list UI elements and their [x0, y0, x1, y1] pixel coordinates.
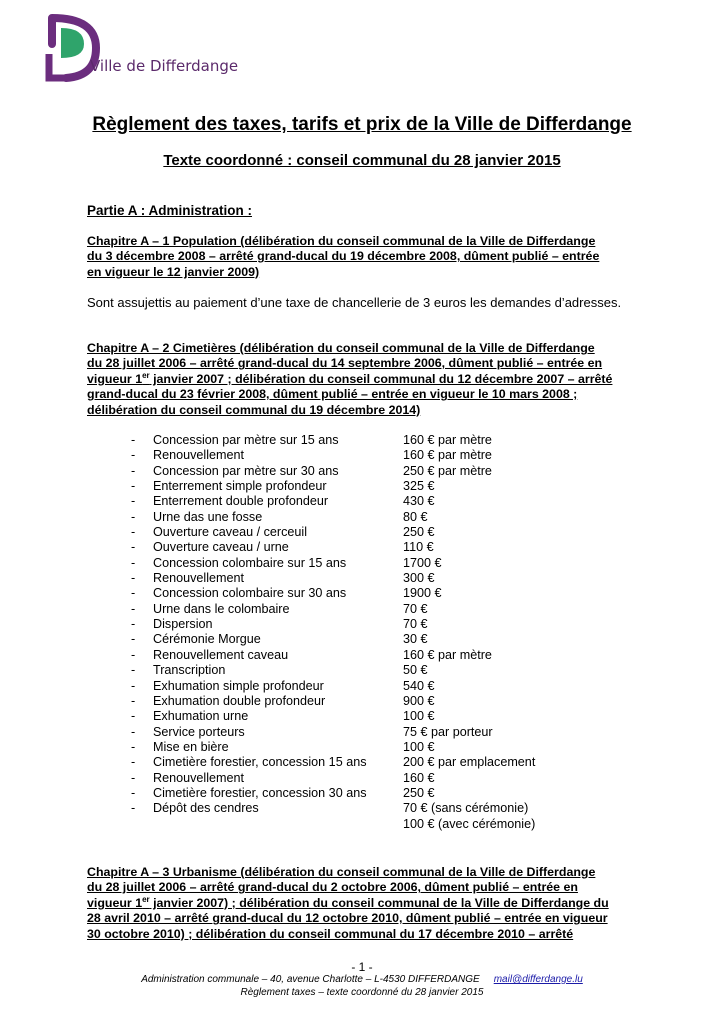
fee-value: 160 € par mètre [403, 448, 492, 463]
fee-value: 250 € par mètre [403, 463, 492, 478]
fee-label: Renouvellement [153, 571, 245, 586]
fee-row [87, 632, 667, 647]
fee-label: Renouvellement [153, 448, 245, 463]
fee-label: Transcription [153, 663, 226, 678]
page-number: - 1 - [351, 960, 373, 974]
fee-label: Concession par mètre sur 15 ans [153, 433, 339, 447]
fee-row [87, 602, 667, 617]
footer-address-line [0, 974, 724, 985]
chapter-3-heading [87, 865, 656, 942]
fee-row [87, 663, 667, 678]
fee-value: 100 € [403, 739, 435, 754]
fee-row [87, 786, 667, 801]
fee-dash: - [131, 785, 136, 800]
chapter-3-line [87, 896, 656, 911]
fee-dash: - [131, 571, 136, 586]
fee-label: Cimetière forestier, concession 30 ans [153, 785, 367, 800]
fee-row [87, 771, 667, 786]
fee-value: 430 € [403, 494, 435, 509]
fee-row [87, 540, 667, 555]
chapter-2-line: grand-ducal du 23 février 2008, dûment publié – entrée en vigueur le 10 mars 2008 ; [87, 387, 578, 402]
fee-label: Exhumation urne [153, 709, 249, 724]
fee-row [87, 740, 667, 755]
fee-row [87, 709, 667, 724]
fee-label: Concession colombaire sur 30 ans [153, 586, 347, 601]
fee-label: Ouverture caveau / urne [153, 540, 289, 555]
fee-value: 70 € [403, 601, 428, 616]
document-title: Règlement des taxes, tarifs et prix de la Ville de Differdange [92, 114, 632, 135]
footer-document-title: Règlement taxes – texte coordonné du 28 janvier 2015 [240, 987, 484, 998]
fee-value: 50 € [403, 663, 428, 678]
fee-value: 30 € [403, 632, 428, 647]
fee-label: Renouvellement caveau [153, 647, 289, 662]
fee-label: Exhumation simple profondeur [153, 678, 324, 693]
chapter-2-heading [87, 341, 656, 418]
fee-row [87, 464, 667, 479]
fee-dash: - [131, 433, 136, 447]
fee-dash: - [131, 678, 136, 693]
fee-label: Dispersion [153, 617, 213, 632]
fee-row [87, 755, 667, 770]
fee-label: Ouverture caveau / cerceuil [153, 525, 307, 540]
fee-row [87, 725, 667, 740]
fee-value: 1700 € [403, 555, 442, 570]
fee-label: Cimetière forestier, concession 15 ans [153, 755, 367, 770]
fee-list [87, 433, 667, 832]
fee-row [87, 648, 667, 663]
fee-row [87, 494, 667, 509]
document-subtitle: Texte coordonné : conseil communal du 28 janvier 2015 [163, 152, 561, 169]
footer-address: Administration communale – 40, avenue Charlotte – L-4530 DIFFERDANGE [141, 974, 480, 985]
fee-value: 325 € [403, 479, 435, 494]
fee-dash: - [131, 601, 136, 616]
fee-row [87, 679, 667, 694]
chapter-2-line: délibération du conseil communal du 19 décembre 2014) [87, 402, 421, 417]
fee-dash: - [131, 770, 136, 785]
chapter-2-line-part: vigueur 1 [87, 371, 143, 386]
chapter-3-line-part: janvier 2007) ; délibération du conseil communal de la Ville de Differdange du [149, 895, 609, 910]
fee-label: Enterrement simple profondeur [153, 479, 327, 494]
fee-value: 540 € [403, 678, 435, 693]
fee-value: 160 € par mètre [403, 433, 492, 447]
fee-row [87, 479, 667, 494]
fee-dash: - [131, 509, 136, 524]
fee-label: Cérémonie Morgue [153, 632, 261, 647]
chapter-1-text: Sont assujettis au paiement d’une taxe de chancellerie de 3 euros les demandes d’adresses. [87, 295, 622, 310]
logo-text: Ville de Differdange [90, 57, 239, 75]
fee-row [87, 694, 667, 709]
fee-dash: - [131, 739, 136, 754]
fee-value: 900 € [403, 693, 435, 708]
part-heading: Partie A : Administration : [87, 203, 253, 218]
fee-label: Mise en bière [153, 739, 229, 754]
fee-dash: - [131, 463, 136, 478]
chapter-2-line: du 28 juillet 2006 – arrêté grand-ducal du 14 septembre 2006, dûment publié – entrée en [87, 356, 603, 371]
chapter-3-line: 30 octobre 2010) ; délibération du conseil communal du 17 décembre 2010 – arrêté [87, 926, 574, 941]
fee-dash: - [131, 555, 136, 570]
fee-label: Concession par mètre sur 30 ans [153, 463, 339, 478]
fee-label: Urne dans le colombaire [153, 601, 290, 616]
fee-label: Enterrement double profondeur [153, 494, 329, 509]
fee-row [87, 617, 667, 632]
fee-dash: - [131, 494, 136, 509]
chapter-2-line [87, 372, 656, 387]
fee-row [87, 510, 667, 525]
fee-dash: - [131, 709, 136, 724]
fee-dash: - [131, 693, 136, 708]
fee-dash: - [131, 801, 136, 816]
fee-row [87, 525, 667, 540]
fee-value: 100 € [403, 709, 435, 724]
fee-value: 250 € [403, 785, 435, 800]
fee-label: Exhumation double profondeur [153, 693, 326, 708]
logo [44, 14, 244, 86]
fee-label: Dépôt des cendres [153, 801, 259, 816]
fee-dash: - [131, 632, 136, 647]
fee-value: 70 € [403, 617, 428, 632]
fee-row [87, 801, 667, 816]
fee-dash: - [131, 525, 136, 540]
chapter-2-line: Chapitre A – 2 Cimetières (délibération du conseil communal de la Ville de Differdange [87, 341, 595, 355]
fee-label: Service porteurs [153, 724, 245, 739]
fee-value: 100 € (avec cérémonie) [403, 816, 536, 831]
chapter-3-line: du 28 juillet 2006 – arrêté grand-ducal du 2 octobre 2006, dûment publié – entrée en [87, 880, 578, 895]
fee-dash: - [131, 724, 136, 739]
fee-value: 75 € par porteur [403, 724, 493, 739]
fee-value: 70 € (sans cérémonie) [403, 801, 529, 816]
fee-value: 1900 € [403, 586, 442, 601]
superscript: er [142, 370, 150, 380]
fee-value: 110 € [403, 540, 434, 555]
fee-label: Urne das une fosse [153, 509, 263, 524]
fee-dash: - [131, 663, 136, 678]
fee-value: 200 € par emplacement [403, 755, 536, 770]
chapter-1-line: en vigueur le 12 janvier 2009) [87, 264, 260, 279]
chapter-3-line: Chapitre A – 3 Urbanisme (délibération du conseil communal de la Ville de Differdange [87, 865, 596, 879]
fee-label: Renouvellement [153, 770, 245, 785]
fee-row [87, 571, 667, 586]
fee-row [87, 448, 667, 463]
fee-value: 250 € [403, 525, 435, 540]
email-link[interactable]: mail@differdange.lu [493, 974, 583, 985]
fee-row [87, 433, 667, 448]
superscript: er [142, 894, 150, 904]
chapter-1-line: du 3 décembre 2008 – arrêté grand-ducal du 19 décembre 2008, dûment publié – entrée [87, 249, 600, 264]
chapter-2-line-part: janvier 2007 ; délibération du conseil communal du 12 décembre 2007 – arrêté [149, 371, 613, 386]
fee-value: 80 € [403, 509, 428, 524]
fee-dash: - [131, 479, 136, 494]
fee-row [87, 586, 667, 601]
chapter-3-line-part: vigueur 1 [87, 895, 143, 910]
fee-dash: - [131, 586, 136, 601]
fee-dash: - [131, 755, 136, 770]
fee-label: Concession colombaire sur 15 ans [153, 555, 347, 570]
fee-value: 160 € [403, 770, 435, 785]
fee-value: 160 € par mètre [403, 647, 492, 662]
fee-value: 300 € [403, 571, 435, 586]
fee-dash: - [131, 540, 136, 555]
chapter-1-line: Chapitre A – 1 Population (délibération du conseil communal de la Ville de Differdange [87, 234, 596, 248]
fee-dash: - [131, 647, 136, 662]
fee-dash: - [131, 617, 136, 632]
chapter-3-line: 28 avril 2010 – arrêté grand-ducal du 12 octobre 2010, dûment publié – entrée en vigueur [87, 911, 608, 926]
chapter-1-heading [87, 234, 656, 280]
fee-dash: - [131, 448, 136, 463]
fee-row [87, 817, 667, 832]
fee-row [87, 556, 667, 571]
